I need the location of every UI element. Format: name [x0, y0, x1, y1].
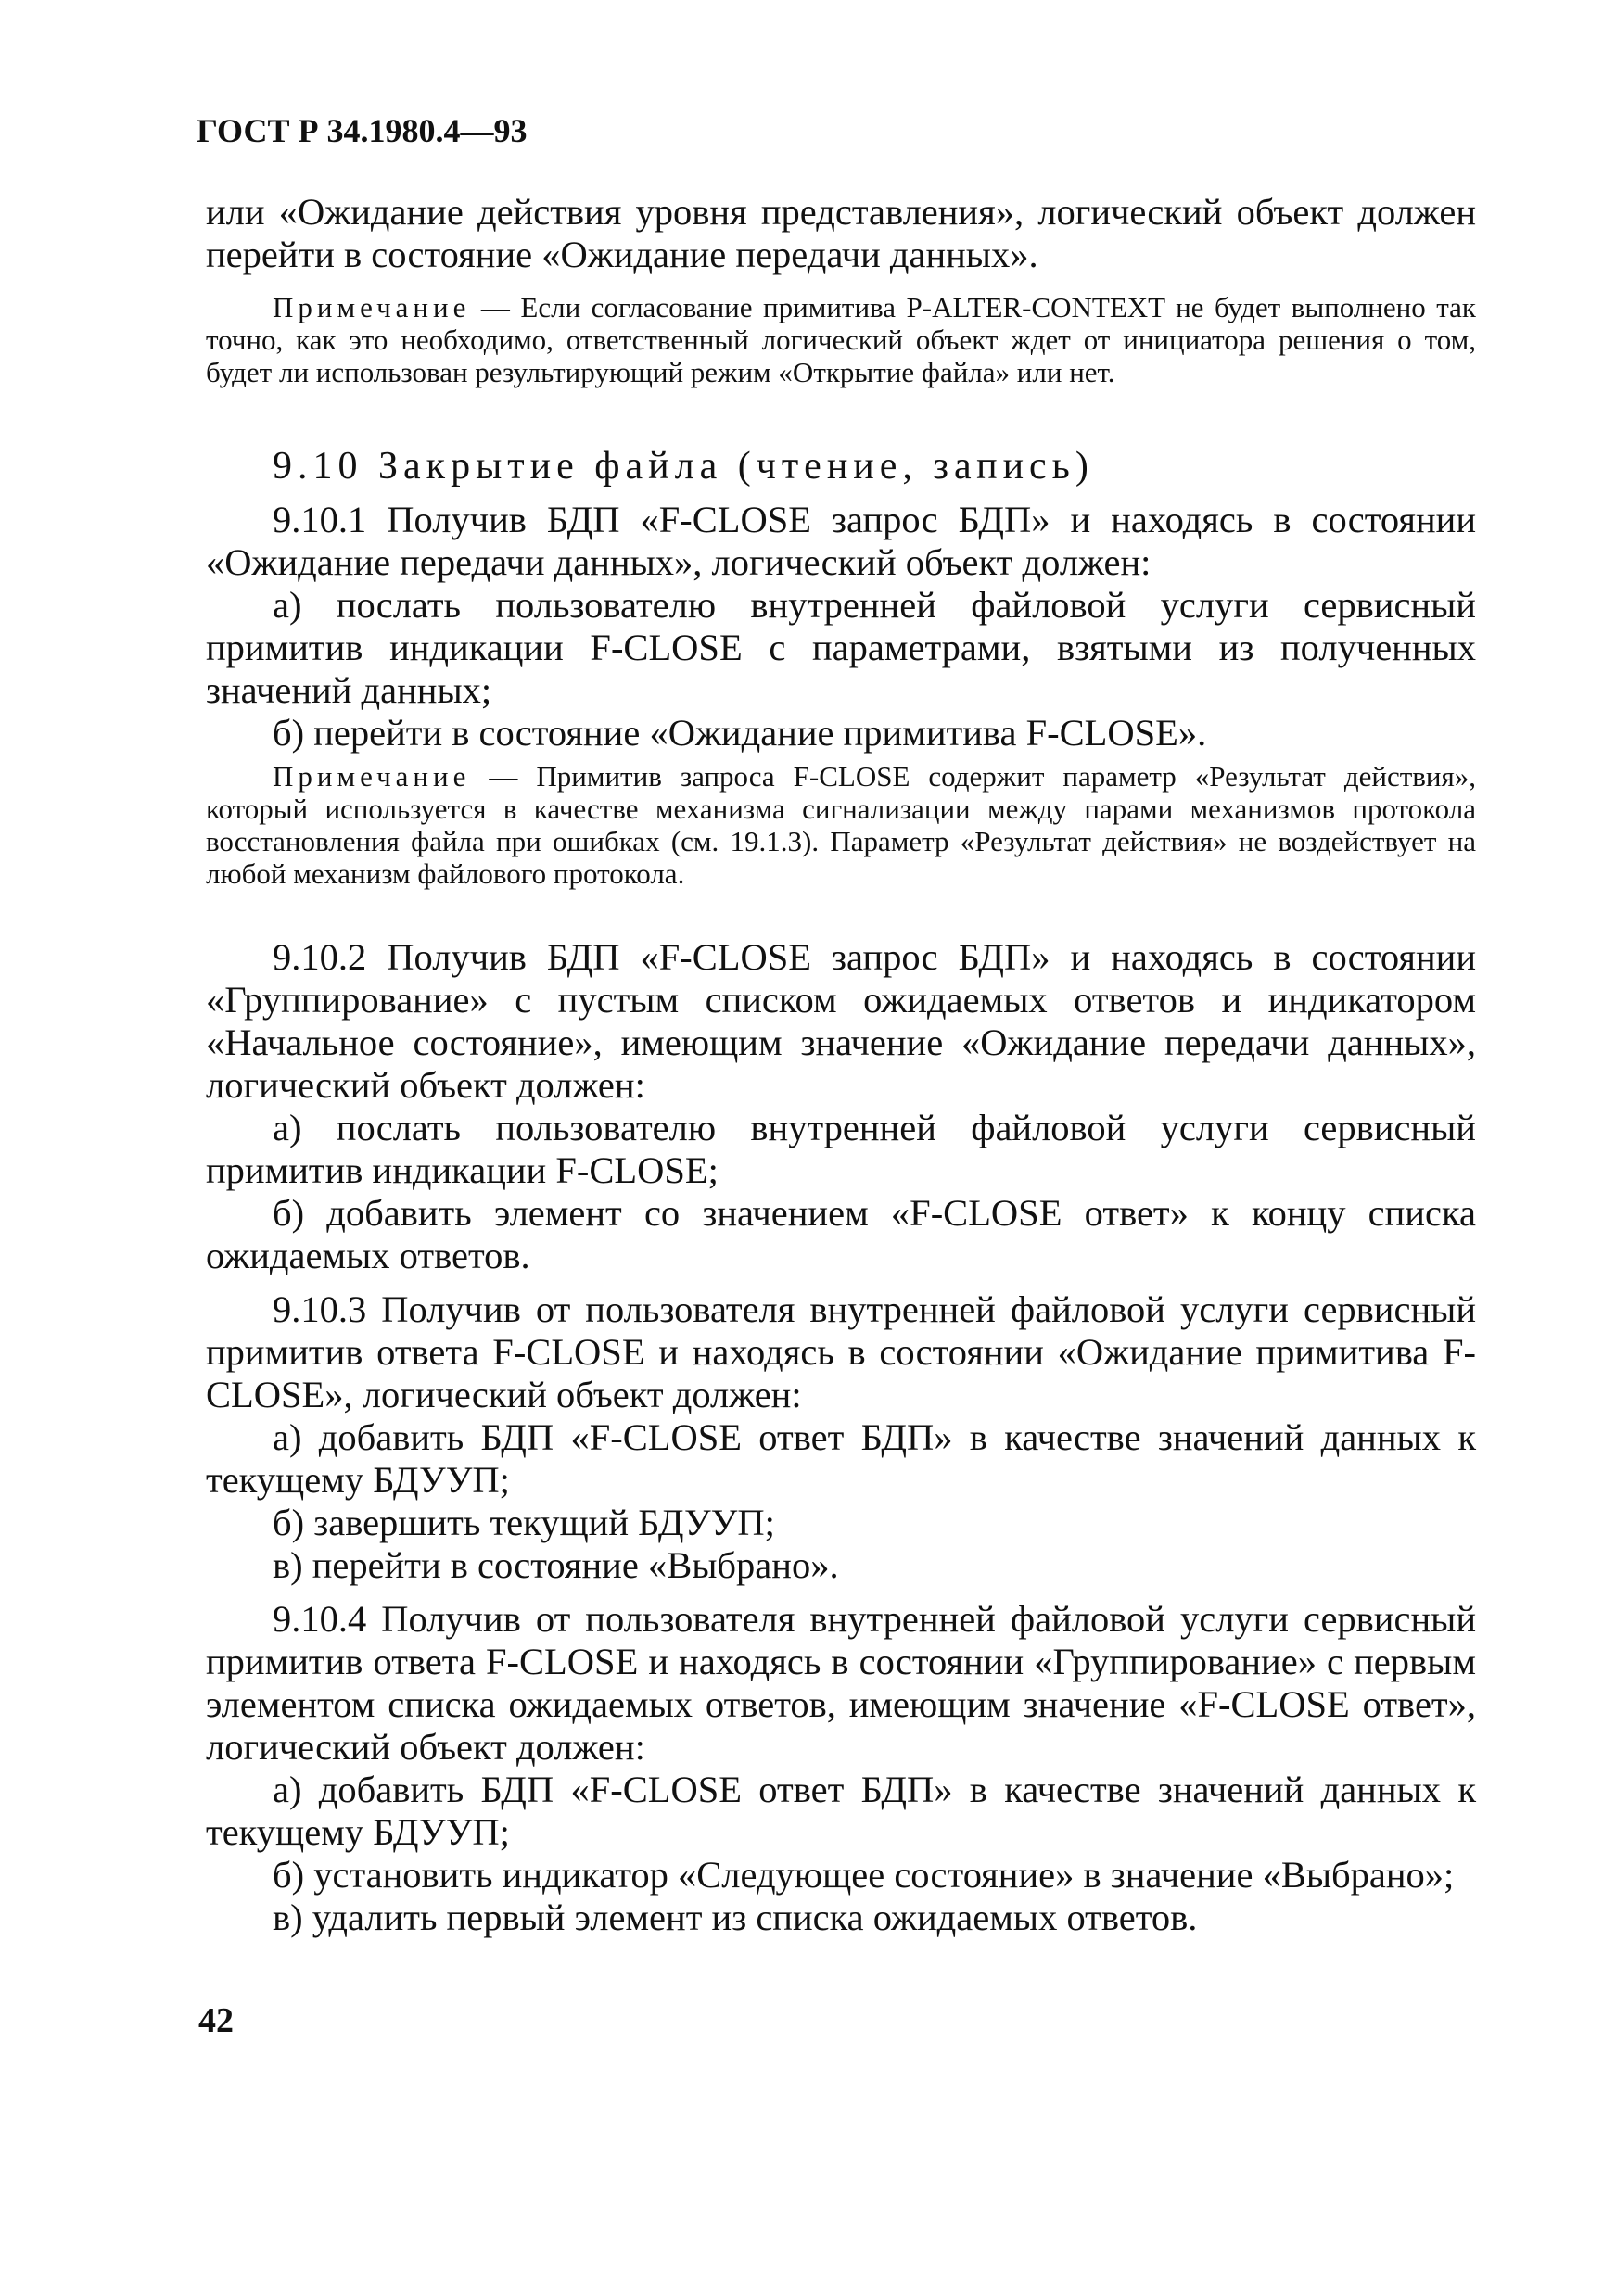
clause-9-10-1-text: 9.10.1 Получив БДП «F-CLOSE запрос БДП» и находясь в состоянии «Ожидание передачи данных», логический объект должен:: [206, 499, 1476, 583]
clause-9-10-2-item-a: а) послать пользователю внутренней файловой услуги сервисный примитив индикации F-CLOSE;: [206, 1107, 1476, 1191]
clause-9-10-3-item-b: б) завершить текущий БДУУП;: [273, 1502, 775, 1543]
clause-9-10-4-item-c: в) удалить первый элемент из списка ожидаемых ответов.: [273, 1896, 1198, 1938]
note-1-text: — Если согласование примитива P-ALTER-CONTEXT не будет выполнено так точно, как это необходимо, ответственный логический объект ждет от инициатора решения о том, будет ли использован результирующий режим «Открытие файла» или нет.: [206, 291, 1476, 388]
intro-text: или «Ожидание действия уровня представления», логический объект должен перейти в состояние «Ожидание передачи данных».: [206, 191, 1476, 275]
note-1-label: Примечание: [273, 291, 471, 323]
page-number: 42: [198, 2001, 234, 2040]
clause-9-10-2: [206, 936, 1476, 1277]
clause-9-10-3-item-a: а) добавить БДП «F-CLOSE ответ БДП» в качестве значений данных к текущему БДУУП;: [206, 1416, 1476, 1501]
clause-9-10-4: [206, 1598, 1476, 1939]
clause-9-10-1-item-b: б) перейти в состояние «Ожидание примитива F-CLOSE».: [273, 712, 1207, 754]
clause-9-10-1: [206, 499, 1476, 755]
clause-9-10-2-item-b: б) добавить элемент со значением «F-CLOSE ответ» к концу списка ожидаемых ответов.: [206, 1192, 1476, 1276]
section-heading: 9.10 Закрытие файла (чтение, запись): [273, 445, 1094, 488]
note-2: [206, 760, 1476, 890]
note-1: [206, 291, 1476, 388]
note-2-label: Примечание: [273, 760, 471, 793]
clause-9-10-4-item-a: а) добавить БДП «F-CLOSE ответ БДП» в качестве значений данных к текущему БДУУП;: [206, 1769, 1476, 1853]
clause-9-10-4-item-b: б) установить индикатор «Следующее состояние» в значение «Выбрано»;: [273, 1854, 1455, 1896]
note-2-text: — Примитив запроса F-CLOSE содержит параметр «Результат действия», который используется в качестве механизма сигнализации между парами механизмов протокола восстановления файла при ошибках (см. 19.1.3). Параметр «Результат действия» не воздействует на любой механизм файлового протокола.: [206, 760, 1476, 890]
clause-9-10-3: [206, 1288, 1476, 1587]
clause-9-10-2-text: 9.10.2 Получив БДП «F-CLOSE запрос БДП» и находясь в состоянии «Группирование» с пустым списком ожидаемых ответов и индикатором «Начальное состояние», имеющим значение «Ожидание передачи данных», логический объект должен:: [206, 936, 1476, 1106]
clause-9-10-3-item-c: в) перейти в состояние «Выбрано».: [273, 1544, 839, 1586]
running-header: ГОСТ Р 34.1980.4—93: [197, 112, 528, 149]
clause-9-10-3-text: 9.10.3 Получив от пользователя внутренней файловой услуги сервисный примитив ответа F-CLOSE и находясь в состоянии «Ожидание примитива F-CLOSE», логический объект должен:: [206, 1288, 1476, 1415]
clause-9-10-4-text: 9.10.4 Получив от пользователя внутренней файловой услуги сервисный примитив ответа F-CLOSE и находясь в состоянии «Группирование» с первым элементом списка ожидаемых ответов, имеющим значение «F-CLOSE ответ», логический объект должен:: [206, 1598, 1476, 1768]
intro-paragraph: [206, 191, 1476, 276]
clause-9-10-1-item-a: а) послать пользователю внутренней файловой услуги сервисный примитив индикации F-CLOSE с параметрами, взятыми из полученных значений данных;: [206, 584, 1476, 711]
